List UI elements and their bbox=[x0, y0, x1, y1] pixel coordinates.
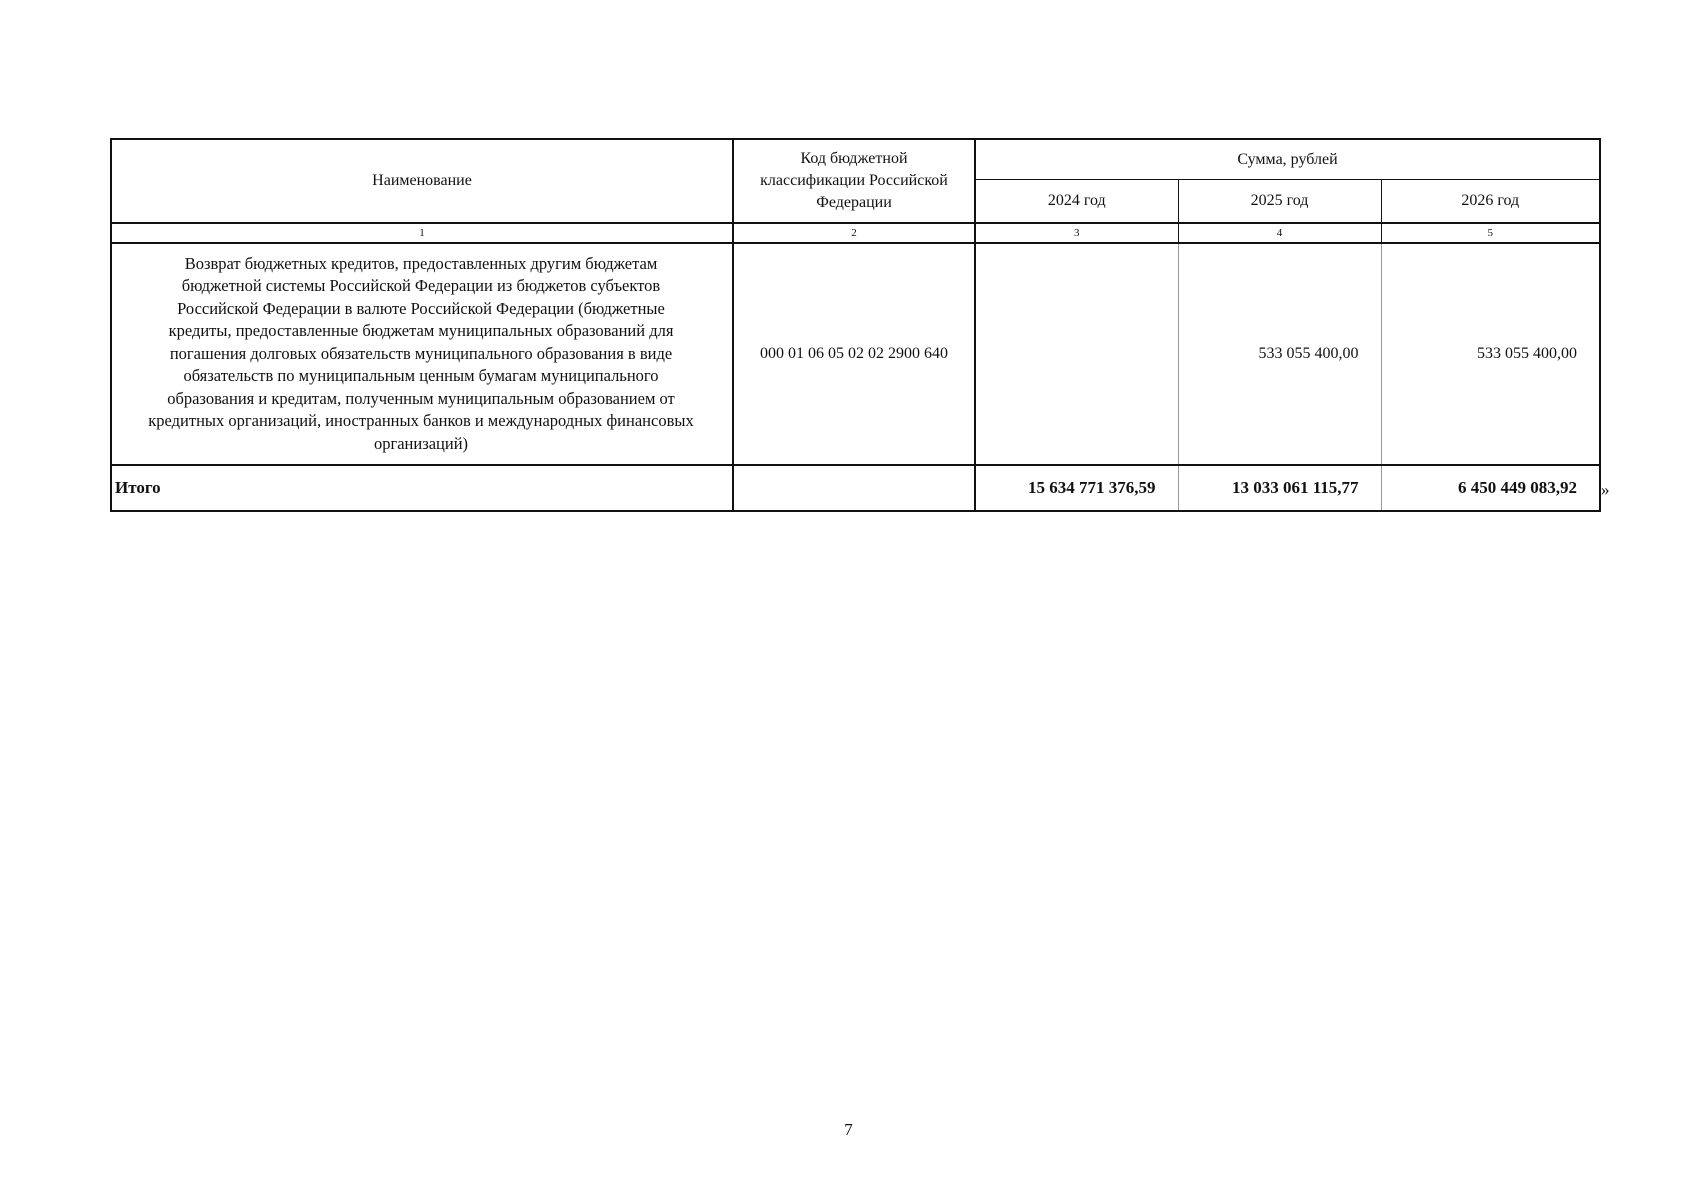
header-sum: Сумма, рублей bbox=[975, 139, 1600, 180]
total-sum-2024: 15 634 771 376,59 bbox=[975, 465, 1178, 511]
column-number: 3 bbox=[975, 223, 1178, 243]
closing-quote: » bbox=[1601, 480, 1610, 499]
row-sum-2026: 533 055 400,00 bbox=[1381, 243, 1600, 465]
row-code: 000 01 06 05 02 02 2900 640 bbox=[733, 243, 975, 465]
total-sum-2025: 13 033 061 115,77 bbox=[1178, 465, 1381, 511]
total-code bbox=[733, 465, 975, 511]
column-number: 4 bbox=[1178, 223, 1381, 243]
row-name: Возврат бюджетных кредитов, предоставленных другим бюджетам бюджетной системы Российской Федерации из бюджетов субъектов Российской Федерации в валюте Российской Федерации (бюджетные кредиты, предоставленные бюджетам муниципальных образований для погашения долговых обязательств муниципального образования в виде обязательств по муниципальным ценным бумагам муниципального образования и кредитам, полученным муниципальным образованием от кредитных организаций, иностранных банков и международных финансовых организаций) bbox=[111, 243, 733, 465]
table-row bbox=[111, 243, 1600, 465]
column-number: 5 bbox=[1381, 223, 1600, 243]
row-sum-2024 bbox=[975, 243, 1178, 465]
column-number-row bbox=[111, 223, 1600, 243]
header-year-2024: 2024 год bbox=[975, 180, 1178, 224]
column-number: 1 bbox=[111, 223, 733, 243]
header-code: Код бюджетной классификации Российской Федерации bbox=[733, 139, 975, 223]
column-number: 2 bbox=[733, 223, 975, 243]
total-sum-2026: 6 450 449 083,92 bbox=[1381, 465, 1600, 511]
header-row-1 bbox=[111, 139, 1600, 180]
header-year-2025: 2025 год bbox=[1178, 180, 1381, 224]
total-label: Итого bbox=[111, 465, 733, 511]
header-name: Наименование bbox=[111, 139, 733, 223]
header-year-2026: 2026 год bbox=[1381, 180, 1600, 224]
budget-table bbox=[110, 138, 1601, 512]
page-number: 7 bbox=[844, 1120, 853, 1139]
total-row bbox=[111, 465, 1600, 511]
row-sum-2025: 533 055 400,00 bbox=[1178, 243, 1381, 465]
